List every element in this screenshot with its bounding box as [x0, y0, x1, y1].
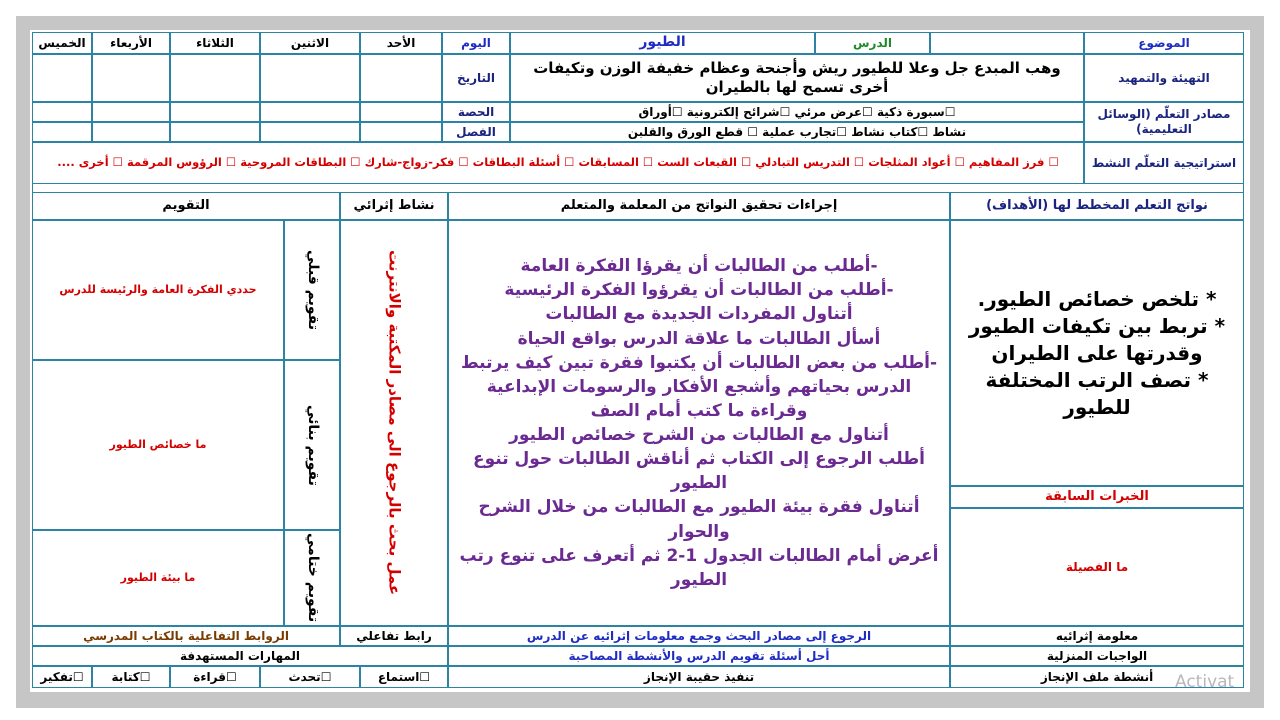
eval-text-pre: حددي الفكرة العامة والرئيسة للدرس [32, 220, 284, 360]
eval-type-formative-cell [284, 360, 340, 530]
period-thursday[interactable] [32, 102, 92, 122]
homework-text: أحل أسئلة تقويم الدرس والأنشطة المصاحبة [448, 646, 950, 666]
class-tuesday[interactable] [170, 122, 260, 142]
interactive-link-label: رابط تفاعلي [340, 626, 448, 646]
period-wednesday[interactable] [92, 102, 170, 122]
evaluation-header: التقويم [32, 192, 340, 220]
spacer [32, 184, 1244, 192]
outcomes-text: * تلخص خصائص الطيور. * تربط بين تكيفات الطيور وقدرتها على الطيران * تصف الرتب المختلفة للطيور [950, 220, 1244, 486]
outcomes-header: نواتج التعلم المخطط لها (الأهداف) [950, 192, 1244, 220]
skill-speaking[interactable]: ☐تحدث [260, 666, 360, 688]
portfolio-label: أنشطة ملف الإنجاز [950, 666, 1244, 688]
class-monday[interactable] [260, 122, 360, 142]
period-sunday[interactable] [360, 102, 442, 122]
interactive-links-text[interactable]: الروابط التفاعلية بالكتاب المدرسي [32, 626, 340, 646]
resources-row-1[interactable]: ☐سبورة ذكية ☐عرض مرئي ☐شرائح إلكترونية ☐أوراق [510, 102, 1084, 122]
strategies-label: استراتيجية التعلّم النشط [1084, 142, 1244, 184]
date-tuesday[interactable] [170, 54, 260, 102]
subject-value[interactable] [930, 32, 1084, 54]
skills-label: المهارات المستهدفة [32, 646, 448, 666]
day-label: اليوم [442, 32, 510, 54]
eval-text-formative: ما خصائص الطيور [32, 360, 284, 530]
subject-label: الموضوع [1084, 32, 1244, 54]
eval-text-final: ما بيئة الطيور [32, 530, 284, 626]
day-monday: الاثنين [260, 32, 360, 54]
date-monday[interactable] [260, 54, 360, 102]
skill-thinking[interactable]: ☐تفكير [32, 666, 92, 688]
homework-label: الواجبات المنزلية [950, 646, 1244, 666]
date-sunday[interactable] [360, 54, 442, 102]
intro-text: وهب المبدع جل وعلا للطيور ريش وأجنحة وعظام خفيفة الوزن وتكيفات أخرى تسمح لها بالطيران [510, 54, 1084, 102]
prior-knowledge-text: ما الفصيلة [950, 508, 1244, 626]
eval-type-pre: تقويم قبلي [304, 250, 321, 330]
portfolio-text: تنفيذ حقيبة الإنجاز [448, 666, 950, 688]
class-wednesday[interactable] [92, 122, 170, 142]
period-label: الحصة [442, 102, 510, 122]
procedures-header: إجراءات تحقيق النواتج من المعلمة والمتعلم [448, 192, 950, 220]
skill-listening[interactable]: ☐استماع [360, 666, 448, 688]
day-wednesday: الأربعاء [92, 32, 170, 54]
resources-label: مصادر التعلّم (الوسائل التعليمية) [1084, 102, 1244, 142]
period-monday[interactable] [260, 102, 360, 122]
class-thursday[interactable] [32, 122, 92, 142]
prior-knowledge-label: الخبرات السابقة [950, 486, 1244, 508]
procedures-text: -أطلب من الطالبات أن يقرؤا الفكرة العامة -أطلب من الطالبات أن يقرؤوا الفكرة الرئيسية أتناول المفردات الجديدة مع الطالبات أسأل الطالبات ما علاقة الدرس بواقع الحياة -أطلب من بعض الطالبات أن يكتبوا فقرة تبين كيف يرتبط الدرس بحياتهم وأشجع الأفكار والرسومات الإبداعية وقراءة ما كتب أمام الصف أتناول مع الطالبات من الشرح خصائص الطيور أطلب الرجوع إلى الكتاب ثم أناقش الطالبات حول تنوع الطيور أتناول فقرة بيئة الطيور مع الطالبات من خلال الشرح والحوار أعرض أمام الطالبات الجدول 1-2 ثم أتعرف على تنوع رتب الطيور [448, 220, 950, 626]
enrichment-info-text: الرجوع إلى مصادر البحث وجمع معلومات إثرائيه عن الدرس [448, 626, 950, 646]
strategies-options[interactable]: ☐ فرز المفاهيم ☐ أعواد المثلجات ☐ التدريس التبادلي ☐ القبعات الست ☐ المسابقات ☐ أسئلة البطاقات ☐ فكر-زواج-شارك ☐ البطاقات المروحية ☐ الرؤوس المرقمة ☐ أخرى .... [32, 142, 1084, 184]
enrichment-header: نشاط إثرائي [340, 192, 448, 220]
skill-writing[interactable]: ☐كتابة [92, 666, 170, 688]
eval-type-final-cell [284, 530, 340, 626]
eval-type-final: تقويم ختامي [304, 533, 321, 623]
date-thursday[interactable] [32, 54, 92, 102]
resources-row-2[interactable]: نشاط ☐كتاب نشاط ☐تجارب عملية ☐ قطع الورق والقلبن [510, 122, 1084, 142]
day-thursday: الخميس [32, 32, 92, 54]
enrichment-text: عمل بحث بالرجوع الى مصادر المكتبة والانترنت [385, 250, 404, 596]
day-tuesday: الثلاثاء [170, 32, 260, 54]
lesson-plan-sheet [30, 30, 1250, 692]
period-tuesday[interactable] [170, 102, 260, 122]
enrichment-info-label: معلومة إثرائيه [950, 626, 1244, 646]
activation-watermark: Activat [1175, 672, 1235, 692]
class-sunday[interactable] [360, 122, 442, 142]
lesson-title: الطيور [510, 32, 815, 54]
skill-reading[interactable]: ☐قراءة [170, 666, 260, 688]
class-label: الفصل [442, 122, 510, 142]
eval-type-pre-cell [284, 220, 340, 360]
day-sunday: الأحد [360, 32, 442, 54]
lesson-label: الدرس [815, 32, 930, 54]
eval-type-formative: تقويم بنائي [304, 404, 321, 486]
enrichment-cell [340, 220, 448, 626]
date-wednesday[interactable] [92, 54, 170, 102]
intro-label: التهيئة والتمهيد [1084, 54, 1244, 102]
date-label: التاريخ [442, 54, 510, 102]
